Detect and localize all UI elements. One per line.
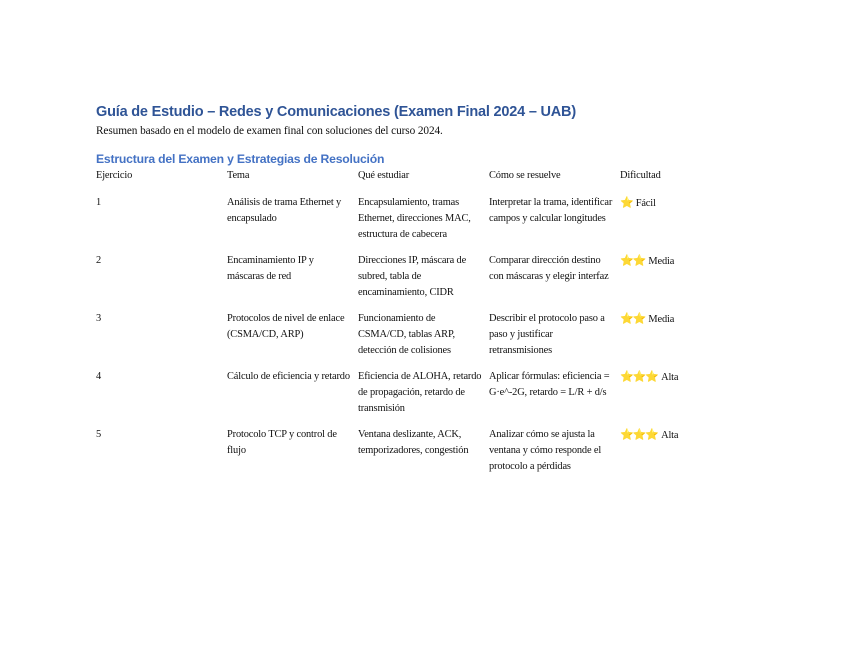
table-row xyxy=(96,427,756,485)
cell-que-estudiar: Direcciones IP, máscara de subred, tabla de encaminamiento, CIDR xyxy=(358,255,467,298)
cell-ejercicio: 2 xyxy=(96,255,102,266)
star-icon: ⭐⭐ xyxy=(620,312,646,325)
difficulty-label: Alta xyxy=(661,372,679,383)
cell-como-se-resuelve: Analizar cómo se ajusta la ventana y cómo responde el protocolo a pérdidas xyxy=(489,429,602,472)
exam-structure-table xyxy=(96,168,756,485)
cell-dificultad xyxy=(620,369,756,427)
cell-tema: Cálculo de eficiencia y retardo xyxy=(227,371,350,382)
star-icon: ⭐⭐⭐ xyxy=(620,370,659,383)
star-icon: ⭐ xyxy=(620,196,633,209)
cell-dificultad xyxy=(620,195,756,253)
cell-tema: Encaminamiento IP y máscaras de red xyxy=(227,255,314,282)
cell-como-se-resuelve: Aplicar fórmulas: eficiencia = G·e^-2G, retardo = L/R + d/s xyxy=(489,371,610,398)
star-icon: ⭐⭐⭐ xyxy=(620,428,659,441)
document-subtitle: Resumen basado en el modelo de examen final con soluciones del curso 2024. xyxy=(96,125,443,137)
table-row xyxy=(96,195,756,253)
cell-que-estudiar: Funcionamiento de CSMA/CD, tablas ARP, detección de colisiones xyxy=(358,313,455,356)
document-page xyxy=(96,103,776,485)
cell-como-se-resuelve: Comparar dirección destino con máscaras y elegir interfaz xyxy=(489,255,609,282)
header-como-se-resuelve: Cómo se resuelve xyxy=(489,170,561,181)
cell-como-se-resuelve: Interpretar la trama, identificar campos y calcular longitudes xyxy=(489,197,613,224)
table-row xyxy=(96,253,756,311)
table-row xyxy=(96,369,756,427)
cell-ejercicio: 3 xyxy=(96,313,102,324)
section-heading: Estructura del Examen y Estrategias de Resolución xyxy=(96,152,385,166)
cell-dificultad xyxy=(620,253,756,311)
cell-ejercicio: 5 xyxy=(96,429,102,440)
table-row xyxy=(96,311,756,369)
difficulty-label: Fácil xyxy=(635,198,656,209)
cell-tema: Protocolo TCP y control de flujo xyxy=(227,429,337,456)
difficulty-label: Alta xyxy=(661,430,679,441)
cell-que-estudiar: Ventana deslizante, ACK, temporizadores, congestión xyxy=(358,429,469,456)
cell-dificultad xyxy=(620,311,756,369)
header-que-estudiar: Qué estudiar xyxy=(358,170,410,181)
difficulty-label: Media xyxy=(648,256,675,267)
star-icon: ⭐⭐ xyxy=(620,254,646,267)
cell-ejercicio: 4 xyxy=(96,371,102,382)
cell-que-estudiar: Encapsulamiento, tramas Ethernet, direcciones MAC, estructura de cabecera xyxy=(358,197,471,240)
difficulty-label: Media xyxy=(648,314,675,325)
cell-tema: Protocolos de nivel de enlace (CSMA/CD, ARP) xyxy=(227,313,345,340)
cell-como-se-resuelve: Describir el protocolo paso a paso y justificar retransmisiones xyxy=(489,313,605,356)
cell-tema: Análisis de trama Ethernet y encapsulado xyxy=(227,197,342,224)
header-dificultad: Dificultad xyxy=(620,170,661,181)
header-tema: Tema xyxy=(227,170,250,181)
cell-que-estudiar: Eficiencia de ALOHA, retardo de propagación, retardo de transmisión xyxy=(358,371,482,414)
document-title: Guía de Estudio – Redes y Comunicaciones (Examen Final 2024 – UAB) xyxy=(96,104,576,120)
header-ejercicio: Ejercicio xyxy=(96,170,133,181)
cell-dificultad xyxy=(620,427,756,485)
cell-ejercicio: 1 xyxy=(96,197,102,208)
table-header-row xyxy=(96,168,756,195)
